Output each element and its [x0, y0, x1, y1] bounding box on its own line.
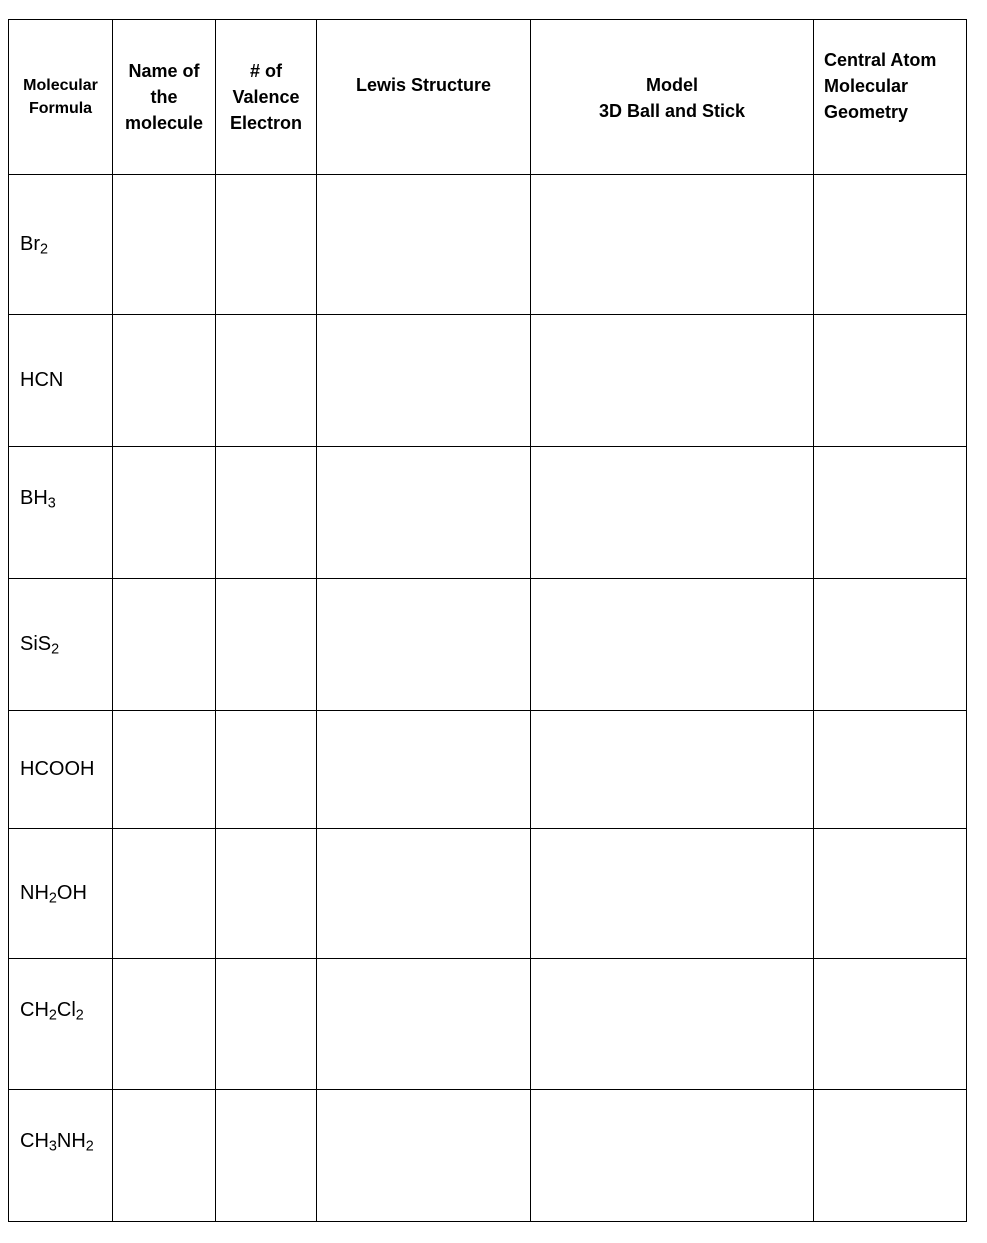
- name-cell[interactable]: [113, 1090, 216, 1222]
- table-row: [9, 711, 967, 829]
- valence-cell[interactable]: [216, 711, 317, 829]
- header-text: # of: [249, 61, 282, 81]
- header-text: Geometry: [824, 102, 909, 122]
- valence-cell[interactable]: [216, 579, 317, 711]
- header-name-of-molecule: [113, 20, 216, 175]
- molecular-formula: $Br_2$: [20, 233, 49, 258]
- valence-cell[interactable]: [216, 1090, 317, 1222]
- table-row: [9, 175, 967, 315]
- name-cell[interactable]: [113, 447, 216, 579]
- molecular-formula: $CH_2Cl_2$: [20, 999, 84, 1024]
- model-cell[interactable]: [531, 829, 814, 959]
- valence-cell[interactable]: [216, 829, 317, 959]
- molecular-formula: HCOOH: [20, 758, 95, 780]
- valence-cell[interactable]: [216, 175, 317, 315]
- molecular-formula: $CH_3NH_2$: [20, 1130, 94, 1155]
- formula-cell: [9, 711, 113, 829]
- molecule-worksheet-table: [8, 19, 967, 1222]
- table-row: [9, 579, 967, 711]
- name-cell[interactable]: [113, 315, 216, 447]
- formula-cell: [9, 315, 113, 447]
- header-text: Model: [646, 75, 698, 95]
- molecular-formula: SiS$_2$: [20, 633, 60, 658]
- formula-cell: [9, 829, 113, 959]
- header-text: Formula: [28, 100, 93, 117]
- geometry-cell[interactable]: [814, 175, 967, 315]
- geometry-cell[interactable]: [814, 829, 967, 959]
- valence-cell[interactable]: [216, 959, 317, 1090]
- header-model: [531, 20, 814, 175]
- lewis-cell[interactable]: [317, 711, 531, 829]
- geometry-cell[interactable]: [814, 959, 967, 1090]
- geometry-cell[interactable]: [814, 447, 967, 579]
- geometry-cell[interactable]: [814, 315, 967, 447]
- model-cell[interactable]: [531, 1090, 814, 1222]
- name-cell[interactable]: [113, 579, 216, 711]
- header-text: the: [150, 87, 178, 107]
- table-row: [9, 829, 967, 959]
- table-row: [9, 447, 967, 579]
- formula-cell: [9, 579, 113, 711]
- geometry-cell[interactable]: [814, 1090, 967, 1222]
- model-cell[interactable]: [531, 175, 814, 315]
- name-cell[interactable]: [113, 175, 216, 315]
- header-text: Name of: [128, 61, 200, 81]
- valence-cell[interactable]: [216, 447, 317, 579]
- model-cell[interactable]: [531, 315, 814, 447]
- name-cell[interactable]: [113, 959, 216, 1090]
- table-row: [9, 315, 967, 447]
- formula-cell: [9, 1090, 113, 1222]
- model-cell[interactable]: [531, 711, 814, 829]
- lewis-cell[interactable]: [317, 829, 531, 959]
- geometry-cell[interactable]: [814, 579, 967, 711]
- formula-cell: [9, 447, 113, 579]
- formula-cell: [9, 175, 113, 315]
- formula-cell: [9, 959, 113, 1090]
- lewis-cell[interactable]: [317, 175, 531, 315]
- lewis-cell[interactable]: [317, 959, 531, 1090]
- name-cell[interactable]: [113, 711, 216, 829]
- table-row: [9, 1090, 967, 1222]
- model-cell[interactable]: [531, 579, 814, 711]
- table-row: [9, 959, 967, 1090]
- header-lewis-structure: [317, 20, 531, 175]
- header-row: [9, 20, 967, 175]
- geometry-cell[interactable]: [814, 711, 967, 829]
- model-cell[interactable]: [531, 447, 814, 579]
- lewis-cell[interactable]: [317, 579, 531, 711]
- header-text: Central Atom: [824, 50, 937, 70]
- header-text: 3D Ball and Stick: [598, 101, 746, 121]
- header-text: Lewis Structure: [355, 75, 492, 95]
- name-cell[interactable]: [113, 829, 216, 959]
- header-molecular-formula: [9, 20, 113, 175]
- lewis-cell[interactable]: [317, 447, 531, 579]
- header-valence-electron: [216, 20, 317, 175]
- header-text: Electron: [229, 113, 303, 133]
- molecular-formula: HCN: [20, 369, 64, 391]
- model-cell[interactable]: [531, 959, 814, 1090]
- header-text: Molecular: [23, 77, 98, 94]
- lewis-cell[interactable]: [317, 1090, 531, 1222]
- header-text: molecule: [124, 113, 204, 133]
- header-text: Valence: [232, 87, 300, 107]
- header-text: Molecular: [824, 76, 909, 96]
- molecular-formula: $NH_2OH$: [20, 882, 87, 907]
- valence-cell[interactable]: [216, 315, 317, 447]
- lewis-cell[interactable]: [317, 315, 531, 447]
- molecular-formula: $BH_3$: [20, 487, 56, 512]
- header-central-atom-geometry: [814, 20, 967, 175]
